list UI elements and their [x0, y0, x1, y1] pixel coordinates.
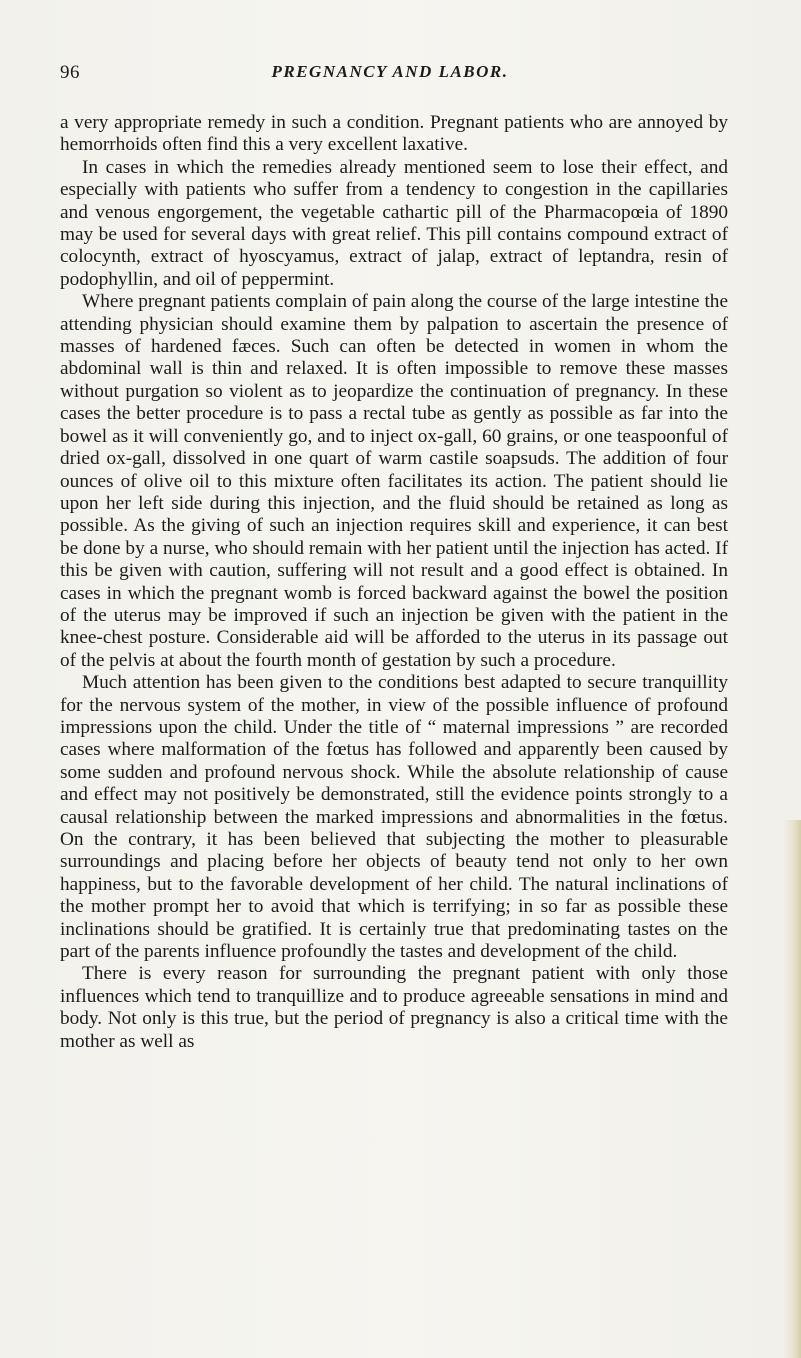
body-text: [60, 112, 728, 1053]
page-number: 96: [60, 62, 80, 83]
running-head: PREGNANCY AND LABOR.: [271, 62, 509, 81]
paragraph: a very appropriate remedy in such a condition. Pregnant patients who are annoyed by hemorrhoids often find this a very excellent laxative.: [60, 112, 728, 156]
page-edge-shading: [783, 820, 801, 1358]
paragraph: Where pregnant patients complain of pain along the course of the large intestine the attending physician should examine them by palpation to ascertain the presence of masses of hardened fæces. Such can often be detected in women in whom the abdominal wall is thin and relaxed. It is often impossible to remove these masses without purgation so violent as to jeopardize the continuation of pregnancy. In these cases the better procedure is to pass a rectal tube as gently as possible as far into the bowel as it will conveniently go, and to inject ox-gall, 60 grains, or one teaspoonful of dried ox-gall, dissolved in one quart of warm castile soapsuds. The addition of four ounces of olive oil to this mixture often facilitates its action. The patient should lie upon her left side during this injection, and the fluid should be retained as long as possible. As the giving of such an injection requires skill and experience, it can best be done by a nurse, who should remain with her patient until the injection has acted. If this be given with caution, suffering will not result and a good effect is obtained. In cases in which the pregnant womb is forced backward against the bowel the position of the uterus may be improved if such an injection be given with the patient in the knee-chest posture. Considerable aid will be afforded to the uterus in its passage out of the pelvis at about the fourth month of gestation by such a procedure.: [60, 291, 728, 671]
paragraph: In cases in which the remedies already mentioned seem to lose their effect, and especially with patients who suffer from a tendency to congestion in the capillaries and venous engorgement, the vegetable cathartic pill of the Pharmacopœia of 1890 may be used for several days with great relief. This pill contains compound extract of colocynth, extract of hyoscyamus, extract of jalap, extract of leptandra, resin of podophyllin, and oil of peppermint.: [60, 156, 728, 290]
paragraph: Much attention has been given to the conditions best adapted to secure tranquillity for the nervous system of the mother, in view of the possible influence of profound impressions upon the child. Under the title of “ maternal impressions ” are recorded cases where malformation of the fœtus has followed and apparently been caused by some sudden and profound nervous shock. While the absolute relationship of cause and effect may not positively be demonstrated, still the evidence points strongly to a causal relationship between the marked impressions and abnormalities in the fœtus. On the contrary, it has been believed that subjecting the mother to pleasurable surroundings and placing before her objects of beauty tend not only to her own happiness, but to the favorable development of her child. The natural inclinations of the mother prompt her to avoid that which is terrifying; in so far as possible these inclinations should be gratified. It is certainly true that predominating tastes on the part of the parents influence profoundly the tastes and development of the child.: [60, 672, 728, 963]
paragraph: There is every reason for surrounding the pregnant patient with only those influences which tend to tranquillize and to produce agreeable sensations in mind and body. Not only is this true, but the period of pregnancy is also a critical time with the mother as well as: [60, 963, 728, 1052]
page-header: [60, 62, 720, 88]
